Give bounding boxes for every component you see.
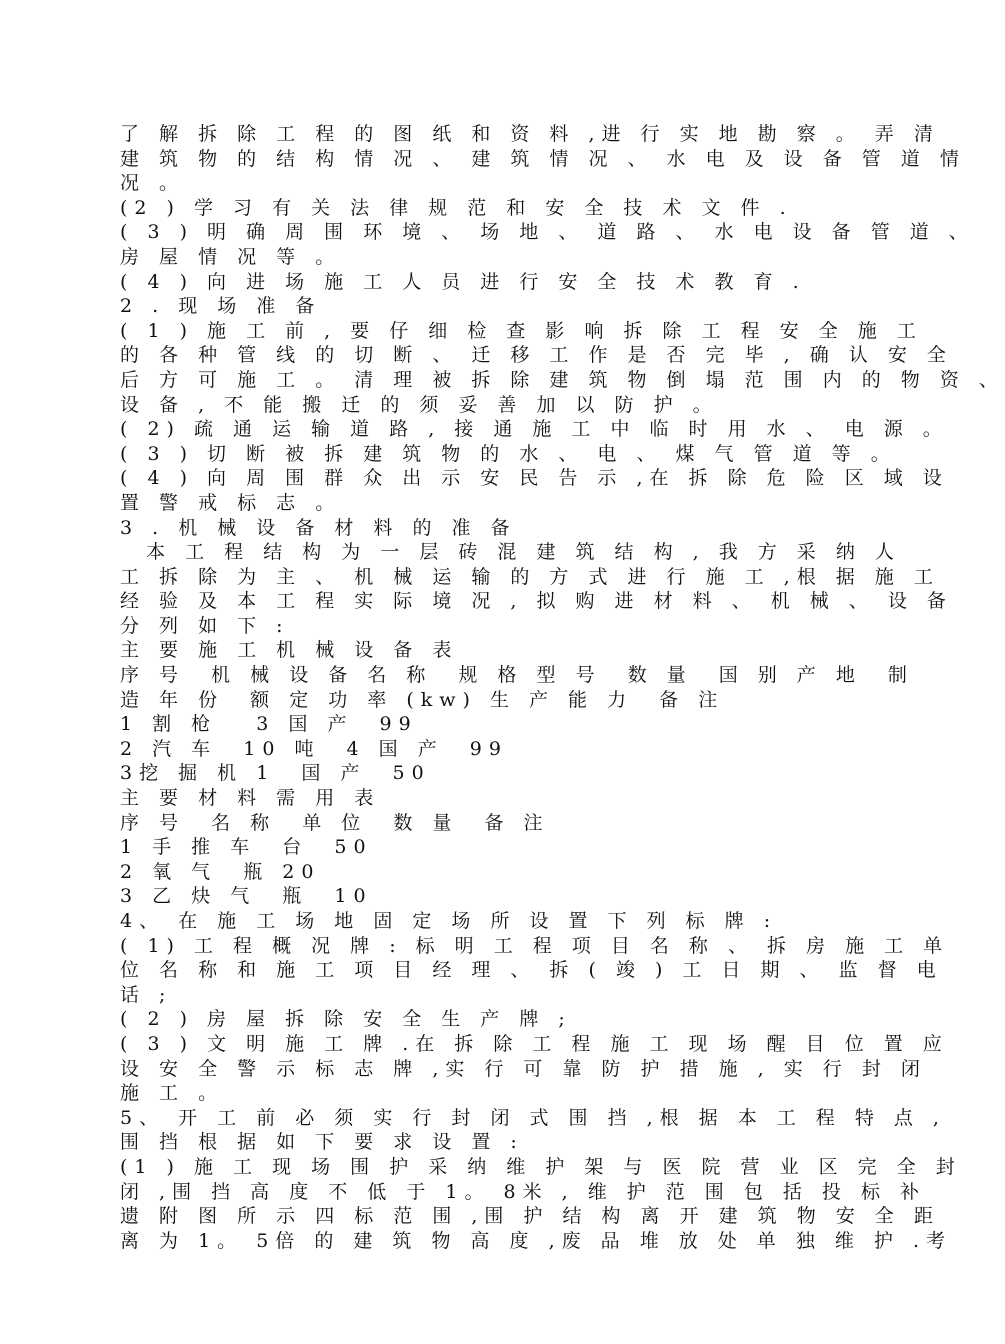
text-line: 围 挡 根 据 如 下 要 求 设 置 : xyxy=(120,1131,524,1154)
text-line: 建 筑 物 的 结 构 情 况 、 建 筑 情 况 、 水 电 及 设 备 管 道 情 xyxy=(120,147,966,170)
text-line: 的 各 种 管 线 的 切 断 、 迁 移 工 作 是 否 完 毕 , 确 认 安 全 xyxy=(120,344,953,367)
text-line: ( 2) 疏 通 运 输 道 路 , 接 通 施 工 中 临 时 用 水 、 电 源 。 xyxy=(120,418,949,441)
text-line: 1 割 枪 3 国 产 99 xyxy=(120,713,418,736)
text-line: 位 名 称 和 施 工 项 目 经 理 、 拆 ( 竣 ) 工 日 期 、 监 督 电 xyxy=(120,959,943,982)
text-line: ( 1 ) 施 工 前 , 要 仔 细 检 查 影 响 拆 除 工 程 安 全 施 工 xyxy=(120,319,923,342)
text-line: 主 要 施 工 机 械 设 备 表 xyxy=(120,639,459,662)
text-line: 主 要 材 料 需 用 表 xyxy=(120,787,381,810)
text-line: ( 3 ) 明 确 周 围 环 境 、 场 地 、 道 路 、 水 电 设 备 管 道 、 xyxy=(120,221,975,244)
text-line: ( 4 ) 向 进 场 施 工 人 员 进 行 安 全 技 术 教 育 . xyxy=(120,270,806,293)
text-line: 造 年 份 额 定 功 率 (kw) 生 产 能 力 备 注 xyxy=(120,688,725,711)
text-line: 后 方 可 施 工 。 清 理 被 拆 除 建 筑 物 倒 塌 范 围 内 的 物 资 、 xyxy=(120,368,1005,391)
text-line: 经 验 及 本 工 程 实 际 境 况 , 拟 购 进 材 料 、 机 械 、 设 备 xyxy=(120,590,953,613)
text-line: 设 备 , 不 能 搬 迁 的 须 妥 善 加 以 防 护 。 xyxy=(120,393,719,416)
text-line: 3 . 机 械 设 备 材 料 的 准 备 xyxy=(120,516,517,539)
text-line: 序 号 机 械 设 备 名 称 规 格 型 号 数 量 国 别 产 地 制 xyxy=(120,664,914,687)
text-line: 4、 在 施 工 场 地 固 定 场 所 设 置 下 列 标 牌 : xyxy=(120,910,778,932)
text-line: ( 3 ) 切 断 被 拆 建 筑 物 的 水 、 电 、 煤 气 管 道 等 。 xyxy=(120,442,897,465)
text-line: ( 3 ) 文 明 施 工 牌 .在 拆 除 工 程 施 工 现 场 醒 目 位 置 应 xyxy=(120,1032,949,1055)
text-line: ( 1) 工 程 概 况 牌 : 标 明 工 程 项 目 名 称 、 拆 房 施 工 单 xyxy=(120,934,950,957)
text-line: ( 4 ) 向 周 围 群 众 出 示 安 民 告 示 ,在 拆 除 危 险 区 域 设 xyxy=(120,467,949,490)
text-line: 话 ; xyxy=(120,983,173,1006)
text-line: 2 . 现 场 准 备 xyxy=(120,295,322,318)
text-line: 遗 附 图 所 示 四 标 范 围 ,围 护 结 构 离 开 建 筑 物 安 全 距 xyxy=(120,1205,940,1228)
text-line: 设 安 全 警 示 标 志 牌 ,实 行 可 靠 防 护 措 施 , 实 行 封 闭 xyxy=(120,1057,927,1080)
text-line: 房 屋 情 况 等 。 xyxy=(120,245,342,268)
text-line: 5、 开 工 前 必 须 实 行 封 闭 式 围 挡 ,根 据 本 工 程 特 点 , xyxy=(120,1106,946,1129)
text-line: 工 拆 除 为 主 、 机 械 运 输 的 方 式 进 行 施 工 ,根 据 施 工 xyxy=(120,565,940,588)
text-line: 况 。 xyxy=(120,172,186,195)
text-line: 1 手 推 车 台 50 xyxy=(120,836,373,859)
text-line: 离 为 1。 5倍 的 建 筑 物 高 度 ,废 品 堆 放 处 单 独 维 护 .考 xyxy=(120,1229,953,1252)
text-line: 3 乙 炔 气 瓶 10 xyxy=(120,885,373,908)
text-line: 了 解 拆 除 工 程 的 图 纸 和 资 料 ,进 行 实 地 勘 察 。 弄 清 xyxy=(120,123,940,145)
text-line: (2 ) 学 习 有 关 法 律 规 范 和 安 全 技 术 文 件 . xyxy=(120,196,793,219)
text-line: 施 工 。 xyxy=(120,1082,225,1105)
text-line: (1 ) 施 工 现 场 围 护 采 纳 维 护 架 与 医 院 营 业 区 完 全 封 xyxy=(120,1155,962,1178)
text-line: 2 氧 气 瓶 20 xyxy=(120,860,321,883)
text-line: 本 工 程 结 构 为 一 层 砖 混 建 筑 结 构 , 我 方 采 纳 人 xyxy=(120,541,901,564)
text-line: ( 2 ) 房 屋 拆 除 安 全 生 产 牌 ; xyxy=(120,1008,572,1031)
text-line: 置 警 戒 标 志 。 xyxy=(120,491,342,514)
text-line: 分 列 如 下 : xyxy=(120,614,290,637)
text-line: 2 汽 车 10 吨 4 国 产 99 xyxy=(120,737,508,760)
text-line: 3挖 掘 机 1 国 产 50 xyxy=(120,762,431,785)
text-line: 闭 ,围 挡 高 度 不 低 于 1。 8米 , 维 护 范 围 包 括 投 标 补 xyxy=(120,1180,927,1203)
document-body xyxy=(120,122,1005,1253)
text-line: 序 号 名 称 单 位 数 量 备 注 xyxy=(120,811,550,834)
